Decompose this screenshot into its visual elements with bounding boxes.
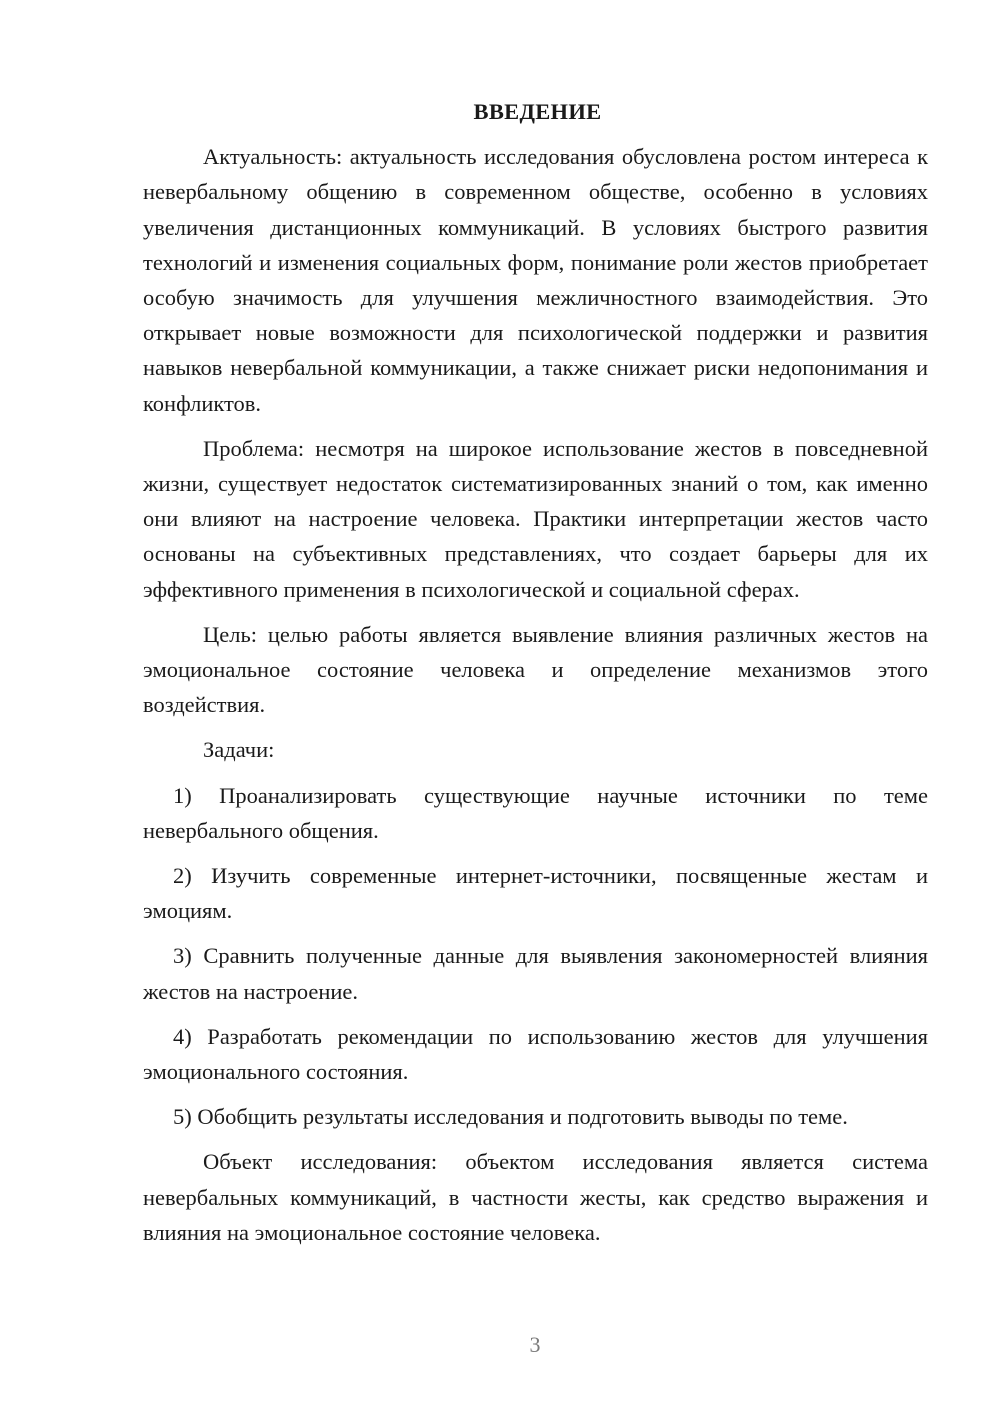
task-item-2: 2) Изучить современные интернет-источники, посвященные жестам и эмоциям. bbox=[143, 863, 928, 924]
paragraph-relevance: Актуальность: актуальность исследования обусловлена ростом интереса к невербальному общению в современном обществе, особенно в условиях увеличения дистанционных коммуникаций. В условиях быстрого развития технологий и изменения социальных форм, понимание роли жестов приобретает особую значимость для улучшения межличностного взаимодействия. Это открывает новые возможности для психологической поддержки и развития навыков невербальной коммуникации, а также снижает риски недопонимания и конфликтов. bbox=[143, 144, 928, 416]
tasks-heading: Задачи: bbox=[203, 737, 275, 763]
paragraph-goal: Цель: целью работы является выявление влияния различных жестов на эмоциональное состояние человека и определение механизмов этого воздействия. bbox=[143, 621, 928, 718]
task-item-1: 1) Проанализировать существующие научные источники по теме невербального общения. bbox=[143, 782, 928, 843]
paragraph-problem: Проблема: несмотря на широкое использование жестов в повседневной жизни, существует недостаток систематизированных знаний о том, как именно они влияют на настроение человека. Практики интерпретации жестов часто основаны на субъективных представлениях, что создает барьеры для их эффективного применения в психологической и социальной сферах. bbox=[143, 435, 928, 602]
section-title: ВВЕДЕНИЕ bbox=[473, 99, 602, 124]
task-item-4: 4) Разработать рекомендации по использованию жестов для улучшения эмоционального состояния. bbox=[143, 1023, 928, 1085]
task-item-3: 3) Сравнить полученные данные для выявления закономерностей влияния жестов на настроение. bbox=[143, 943, 928, 1004]
page-number: 3 bbox=[529, 1332, 541, 1357]
task-item-5: 5) Обобщить результаты исследования и подготовить выводы по теме. bbox=[173, 1104, 848, 1130]
page-content bbox=[143, 94, 928, 1260]
paragraph-object: Объект исследования: объектом исследования является система невербальных коммуникаций, в частности жесты, как средство выражения и влияния на эмоциональное состояние человека. bbox=[143, 1149, 928, 1245]
